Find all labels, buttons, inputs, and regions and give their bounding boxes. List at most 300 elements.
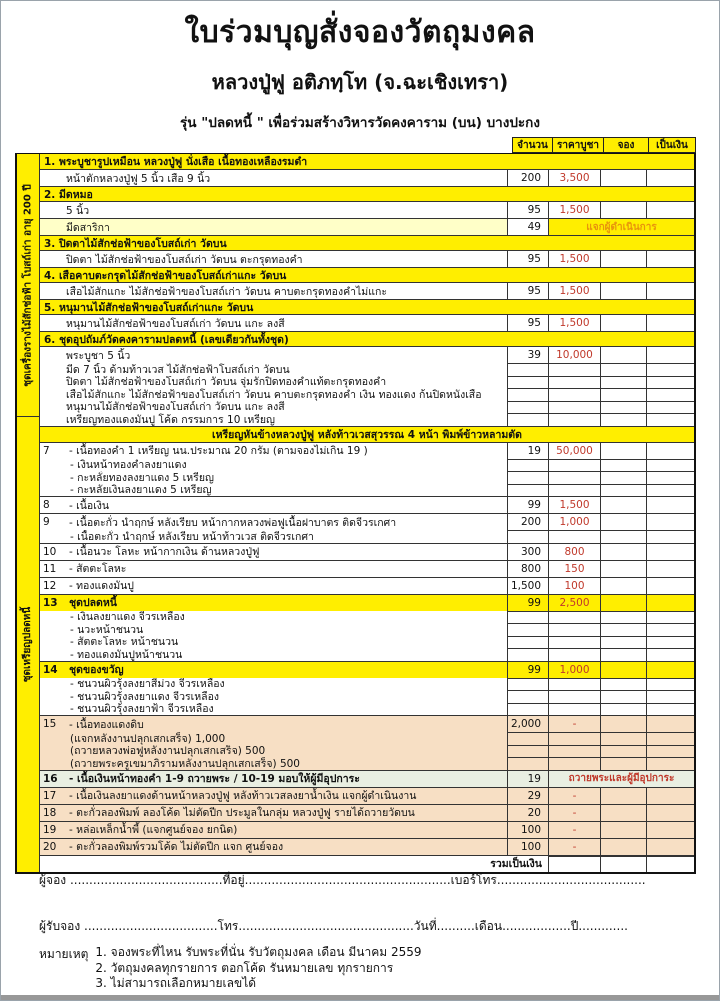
section-head-row: เหรียญหันข้างหลวงปู่ฟู หลังท้าวเวสสุวรรณ 4 หน้า พิมพ์ข้าวหลามตัด <box>40 426 694 442</box>
reserve-cell <box>600 363 646 376</box>
qty-cell: 95 <box>507 282 548 299</box>
qty-cell: 49 <box>507 218 548 235</box>
item-line <box>40 594 694 611</box>
side-label-b-text: ชุดเหรียญปลดหนี้ <box>22 606 34 682</box>
price-cell: 1,000 <box>548 661 600 678</box>
item-desc <box>40 496 507 513</box>
item-line <box>40 484 694 497</box>
qty-cell: 95 <box>507 201 548 218</box>
reserve-cell <box>600 623 646 636</box>
price-cell <box>548 484 600 497</box>
qty-cell: 99 <box>507 661 548 678</box>
amount-cell <box>646 363 694 376</box>
reserve-cell <box>600 314 646 331</box>
price-cell <box>548 611 600 624</box>
qty-cell <box>507 611 548 624</box>
item-desc-text: - หล่อเหล็กน้ำพี้ (แจกศูนย์จอง ยกนิด) <box>69 824 238 836</box>
qty-cell <box>507 678 548 691</box>
item-desc: มีดสาริกา <box>40 218 507 235</box>
orderer-signature-line: ผู้จอง ........................................ที่อยู่......................................................เบอร์โทร....................................... <box>39 873 646 887</box>
amount-cell <box>646 757 694 770</box>
price-cell <box>548 757 600 770</box>
price-cell <box>548 388 600 401</box>
reserve-cell <box>600 388 646 401</box>
qty-cell <box>507 388 548 401</box>
amount-cell <box>646 715 694 732</box>
item-desc-text: ชุดปลดหนี้ <box>69 597 117 609</box>
amount-cell <box>646 282 694 299</box>
qty-cell: 200 <box>507 169 548 186</box>
item-line <box>40 376 694 389</box>
amount-cell <box>646 787 694 804</box>
amount-cell <box>646 484 694 497</box>
reserve-cell <box>600 201 646 218</box>
category-head-row: 6. ชุดอุปถัมภ์วัดคงคารามปลดหนี้ (เลขเดียวกันทั้งชุด) <box>40 331 694 346</box>
qty-cell: 39 <box>507 346 548 363</box>
item-desc: - นวะหน้าชนวน <box>70 623 144 636</box>
item-line <box>40 821 694 838</box>
item-line <box>40 787 694 804</box>
amount-cell <box>646 346 694 363</box>
item-desc-text: - ตะกั่วลองพิมพ์รวมโค้ด ไม่ตัดปีก แจก ศูนย์จอง <box>69 841 284 853</box>
item-line <box>40 804 694 821</box>
item-line <box>40 770 694 787</box>
qty-cell <box>507 413 548 426</box>
side-label-a-text: ชุดเครื่องรางไม้สักช่อฟ้า โบสถ์เก่า อายุ 200 ปี <box>22 183 34 387</box>
qty-cell <box>507 471 548 484</box>
amount-cell <box>646 594 694 611</box>
qty-cell <box>507 376 548 389</box>
price-cell: - <box>548 821 600 838</box>
price-cell: - <box>548 715 600 732</box>
item-desc: ปิดตา ไม้สักช่อฟ้าของโบสถ์เก่า วัดบน จุ่มรักปิดทองคำแท้ตะกรุดทองคำ <box>66 376 387 388</box>
price-cell <box>548 530 600 543</box>
item-line <box>40 745 694 758</box>
reserve-cell <box>600 459 646 472</box>
price-cell: 10,000 <box>548 346 600 363</box>
item-desc: เสือไม้สักแกะ ไม้สักช่อฟ้าของโบสถ์เก่า วัดบน คาบตะกรุดทองคำไม่แกะ <box>40 282 507 299</box>
reserve-cell <box>600 442 646 459</box>
total-amount-cell <box>646 856 694 872</box>
item-line <box>40 442 694 459</box>
amount-cell <box>646 745 694 758</box>
qty-cell: 29 <box>507 787 548 804</box>
item-line <box>40 757 694 770</box>
notes-label: หมายเหตุ <box>39 947 89 961</box>
reserve-cell <box>600 745 646 758</box>
side-label-wood-charms <box>17 154 39 417</box>
item-line <box>40 496 694 513</box>
amount-cell <box>646 459 694 472</box>
reserve-cell <box>600 530 646 543</box>
price-cell: - <box>548 787 600 804</box>
item-desc-text: - เนื้อเงิน <box>69 499 110 512</box>
total-price-cell <box>548 856 600 872</box>
item-desc: - เงินลงยาแดง จีวรเหลือง <box>70 611 185 623</box>
qty-cell <box>507 690 548 703</box>
span-note-cell: ถวายพระและผู้มีอุปการะ <box>548 770 694 787</box>
reserve-cell <box>600 715 646 732</box>
qty-cell: 99 <box>507 594 548 611</box>
item-desc <box>40 787 507 804</box>
item-desc <box>40 543 507 560</box>
order-table <box>15 137 696 874</box>
qty-cell <box>507 745 548 758</box>
reserve-cell <box>600 821 646 838</box>
item-line <box>40 636 694 649</box>
item-desc <box>40 838 507 855</box>
edition-line: รุ่น "ปลดหนี้ " เพื่อร่วมสร้างวิหารวัดคงคาราม (บน) บางปะกง <box>180 115 540 131</box>
reserve-cell <box>600 838 646 855</box>
item-line <box>40 530 694 543</box>
item-line <box>40 459 694 472</box>
column-header-row <box>15 137 696 153</box>
item-line <box>40 388 694 401</box>
item-desc-text: - ตะกั่วลองพิมพ์ ลองโค้ด ไม่ตัดปีก ประมูลในกลุ่ม หลวงปู่ฟู รายได้ถวายวัดบน <box>69 807 415 819</box>
qty-cell: 95 <box>507 250 548 267</box>
reserve-cell <box>600 484 646 497</box>
item-desc: (ถวายพระครูเขมาภิรามหลังงานปลุกเสกเสร็จ) 500 <box>70 757 300 770</box>
qty-cell: 95 <box>507 314 548 331</box>
amount-cell <box>646 560 694 577</box>
amount-cell <box>646 388 694 401</box>
reserve-cell <box>600 678 646 691</box>
item-desc-text: - ทองแดงมันปู <box>69 580 134 592</box>
qty-cell: 2,000 <box>507 715 548 732</box>
reserve-cell <box>600 787 646 804</box>
amount-cell <box>646 471 694 484</box>
item-desc: พระบูชา 5 นิ้ว <box>40 346 507 363</box>
item-desc <box>40 442 507 459</box>
price-cell <box>548 745 600 758</box>
item-line <box>40 838 694 855</box>
price-cell: 1,500 <box>548 201 600 218</box>
item-line <box>40 577 694 594</box>
column-header-amount: เป็นเงิน <box>648 137 696 153</box>
span-note-cell: แจกผู้ดำเนินการ <box>548 218 694 235</box>
reserve-cell <box>600 169 646 186</box>
receiver-signature-line: ผู้รับจอง ...................................โทร..............................................วันที่..........เดือน..................ปี............. <box>39 919 628 933</box>
price-cell: - <box>548 804 600 821</box>
category-head-row: 2. มีดหมอ <box>40 186 694 201</box>
side-label-coin-set <box>17 417 39 872</box>
amount-cell <box>646 648 694 661</box>
qty-cell <box>507 530 548 543</box>
amount-cell <box>646 838 694 855</box>
amount-cell <box>646 661 694 678</box>
item-desc: - เนื้อตะกั่ว นำฤกษ์ หลังเรียบ หน้าท้าวเวส ติดจีวรเกศา <box>70 530 314 543</box>
item-number: 16 <box>43 772 58 785</box>
item-line <box>40 314 694 331</box>
item-desc <box>40 577 507 594</box>
item-desc-text: - เนื้อเงินหน้าทองคำ 1-9 ถวายพระ / 10-19 มอบให้ผู้มีอุปการะ <box>69 773 360 785</box>
column-header-price: ราคาบูชา <box>552 137 604 153</box>
reserve-cell <box>600 560 646 577</box>
price-cell <box>548 401 600 414</box>
price-cell <box>548 623 600 636</box>
note-line: 2. วัตถุมงคลทุกรายการ ตอกโค้ด รันหมายเลข ทุกรายการ <box>95 960 394 975</box>
item-desc-text: - เนื้อทองแดงดิบ <box>69 718 144 731</box>
item-line <box>40 169 694 186</box>
qty-cell: 100 <box>507 821 548 838</box>
price-cell <box>548 459 600 472</box>
page-title: ใบร่วมบุญสั่งจองวัตถุมงคล <box>184 15 536 50</box>
item-desc <box>40 821 507 838</box>
price-cell: 2,500 <box>548 594 600 611</box>
category-head-row: 4. เสือคาบตะกรุดไม้สักช่อฟ้าของโบสถ์เก่าแกะ วัดบน <box>40 267 694 282</box>
category-head-row: 1. พระบูชารูปเหมือน หลวงปู่ฟู นั่งเสือ เนื้อทองเหลืองรมดำ <box>40 154 694 169</box>
item-number: 18 <box>43 806 57 819</box>
amount-cell <box>646 442 694 459</box>
item-line <box>40 611 694 624</box>
item-desc: หนุมานไม้สักช่อฟ้าของโบสถ์เก่า วัดบน แกะ ลงสี <box>40 314 507 331</box>
item-desc-text: ชุดของขวัญ <box>69 664 124 676</box>
amount-cell <box>646 678 694 691</box>
qty-cell: 200 <box>507 513 548 530</box>
item-desc-text: - เนื้อนวะ โลหะ หน้ากากเงิน ด้านหลวงปู่ฟู <box>69 546 260 558</box>
amount-cell <box>646 413 694 426</box>
price-cell <box>548 363 600 376</box>
price-cell: 1,500 <box>548 282 600 299</box>
item-line <box>40 732 694 745</box>
price-cell <box>548 376 600 389</box>
item-number: 14 <box>43 663 58 676</box>
qty-cell: 1,500 <box>507 577 548 594</box>
qty-cell <box>507 636 548 649</box>
item-desc: - เงินหน้าทองคำลงยาแดง <box>70 459 187 471</box>
column-header-spacer <box>15 137 512 153</box>
total-label: รวมเป็นเงิน <box>490 858 542 870</box>
note-line: 1. จองพระที่ไหน รับพระที่นั่น รับวัตถุมงคล เดือน มีนาคม 2559 <box>95 945 422 959</box>
item-desc: เสือไม้สักแกะ ไม้สักช่อฟ้าของโบสถ์เก่า วัดบน คาบตะกรุดทองคำ เงิน ทองแดง ก้นปิดหนังเสือ <box>66 388 482 401</box>
amount-cell <box>646 611 694 624</box>
item-desc-text: - สัตตะโลหะ <box>69 563 127 575</box>
notes-lines <box>95 945 421 992</box>
item-desc <box>40 594 507 611</box>
price-cell: 800 <box>548 543 600 560</box>
price-cell: 1,500 <box>548 250 600 267</box>
price-cell <box>548 732 600 745</box>
item-desc <box>40 560 507 577</box>
item-line <box>40 471 694 484</box>
item-desc: ปิดตา ไม้สักช่อฟ้าของโบสถ์เก่า วัดบน ตะกรุดทองคำ <box>40 250 507 267</box>
amount-cell <box>646 821 694 838</box>
item-line <box>40 703 694 716</box>
item-number: 15 <box>43 718 57 730</box>
item-desc <box>40 770 507 787</box>
item-line <box>40 346 694 363</box>
item-line <box>40 401 694 414</box>
item-line <box>40 690 694 703</box>
item-desc: - ชนวนผิวรุ้งลงยาแดง จีวรเหลือง <box>70 690 220 703</box>
price-cell: 150 <box>548 560 600 577</box>
category-head-row: 3. ปิดตาไม้สักช่อฟ้าของโบสถ์เก่า วัดบน <box>40 235 694 250</box>
qty-cell: 20 <box>507 804 548 821</box>
item-desc: - สัตตะโลหะ หน้าชนวน <box>70 636 179 648</box>
item-number: 13 <box>43 596 58 609</box>
item-desc: (แจกหลังงานปลุกเสกเสร็จ) 1,000 <box>70 732 226 745</box>
reserve-cell <box>600 611 646 624</box>
item-desc: - ชนวนผิวรุ้งลงยาสีม่วง จีวรเหลือง <box>70 678 225 690</box>
amount-cell <box>646 401 694 414</box>
table-rows <box>40 154 694 872</box>
form-header <box>1 1 719 133</box>
reserve-cell <box>600 401 646 414</box>
amount-cell <box>646 623 694 636</box>
item-desc-text: - เนื้อทองคำ 1 เหรียญ นน.ประมาณ 20 กรัม (ตามจองไม่เกิน 19 ) <box>69 445 368 457</box>
amount-cell <box>646 496 694 513</box>
item-number: 8 <box>43 499 50 511</box>
qty-cell <box>507 401 548 414</box>
item-line <box>40 661 694 678</box>
amount-cell <box>646 513 694 530</box>
reserve-cell <box>600 661 646 678</box>
notes-block <box>39 945 422 992</box>
reserve-cell <box>600 636 646 649</box>
item-desc: (ถวายหลวงพ่อฟูหลังงานปลุกเสกเสร็จ) 500 <box>70 745 266 757</box>
item-desc: มีด 7 นิ้ว ด้ามท้าวเวส ไม้สักช่อฟ้าโบสถ์เก่า วัดบน <box>66 363 290 376</box>
qty-cell: 300 <box>507 543 548 560</box>
qty-cell: 99 <box>507 496 548 513</box>
side-strip <box>17 154 40 872</box>
reserve-cell <box>600 250 646 267</box>
item-desc: - ชนวนผิวรุ้งลงยาฟ้า จีวรเหลือง <box>70 703 214 715</box>
qty-cell: 19 <box>507 442 548 459</box>
reserve-cell <box>600 471 646 484</box>
qty-cell <box>507 363 548 376</box>
price-cell: 1,500 <box>548 314 600 331</box>
item-number: 10 <box>43 545 57 558</box>
item-line <box>40 623 694 636</box>
qty-cell <box>507 703 548 716</box>
item-desc <box>40 661 507 678</box>
reserve-cell <box>600 732 646 745</box>
qty-cell: 19 <box>507 770 548 787</box>
item-line <box>40 715 694 732</box>
item-desc: - กะหลั่ยทองลงยาแดง 5 เหรียญ <box>70 471 214 484</box>
item-desc: - ทองแดงมันปูหน้าชนวน <box>70 648 183 661</box>
item-desc: 5 นิ้ว <box>40 201 507 218</box>
reserve-cell <box>600 543 646 560</box>
item-line <box>40 560 694 577</box>
amount-cell <box>646 314 694 331</box>
qty-cell <box>507 484 548 497</box>
item-number: 7 <box>43 444 50 457</box>
reserve-cell <box>600 496 646 513</box>
page-subtitle: หลวงปู่ฟู อติภทฺโท (จ.ฉะเชิงเทรา) <box>211 70 509 94</box>
item-desc-text: - เนื้อเงินลงยาแดงด้านหน้าหลวงปู่ฟู หลังท้าวเวสลงยาน้ำเงิน แจกผู้ดำเนินงาน <box>69 790 417 802</box>
amount-cell <box>646 577 694 594</box>
category-head-row: 5. หนุมานไม้สักช่อฟ้าของโบสถ์เก่าแกะ วัดบน <box>40 299 694 314</box>
amount-cell <box>646 530 694 543</box>
price-cell <box>548 471 600 484</box>
table-body <box>15 153 696 874</box>
item-line <box>40 648 694 661</box>
item-line <box>40 678 694 691</box>
amount-cell <box>646 201 694 218</box>
price-cell: 100 <box>548 577 600 594</box>
price-cell <box>548 413 600 426</box>
qty-cell: 800 <box>507 560 548 577</box>
qty-cell <box>507 648 548 661</box>
item-line <box>40 363 694 376</box>
price-cell: 1,000 <box>548 513 600 530</box>
item-number: 19 <box>43 823 57 836</box>
item-desc <box>40 715 507 732</box>
price-cell <box>548 703 600 716</box>
item-line <box>40 413 694 426</box>
price-cell <box>548 678 600 691</box>
qty-cell <box>507 757 548 770</box>
note-line: 3. ไม่สามารถเลือกหมายเลขได้ <box>95 976 257 990</box>
item-line <box>40 218 694 235</box>
reserve-cell <box>600 703 646 716</box>
price-cell: 1,500 <box>548 496 600 513</box>
qty-cell: 100 <box>507 838 548 855</box>
reserve-cell <box>600 594 646 611</box>
price-cell <box>548 648 600 661</box>
amount-cell <box>646 250 694 267</box>
reserve-cell <box>600 757 646 770</box>
item-desc <box>40 804 507 821</box>
item-line <box>40 543 694 560</box>
reserve-cell <box>600 376 646 389</box>
item-number: 11 <box>43 562 57 575</box>
item-desc: เหรียญทองแดงมันปู โค้ด กรรมการ 10 เหรียญ <box>66 413 275 426</box>
price-cell <box>548 690 600 703</box>
item-desc: หน้าตักหลวงปู่ฟู 5 นิ้ว เสือ 9 นิ้ว <box>40 169 507 186</box>
item-desc-text: - เนื้อตะกั่ว นำฤกษ์ หลังเรียบ หน้ากากหลวงพ่อฟูเนื้อฝาบาตร ติดจีวรเกศา <box>69 516 397 529</box>
column-header-reserve: จอง <box>603 137 649 153</box>
reserve-cell <box>600 513 646 530</box>
reserve-cell <box>600 282 646 299</box>
amount-cell <box>646 376 694 389</box>
total-reserve-cell <box>600 856 646 872</box>
reserve-cell <box>600 577 646 594</box>
amount-cell <box>646 169 694 186</box>
item-number: 9 <box>43 516 50 528</box>
item-number: 20 <box>43 840 57 853</box>
qty-cell <box>507 623 548 636</box>
amount-cell <box>646 804 694 821</box>
price-cell <box>548 636 600 649</box>
item-desc: หนุมานไม้สักช่อฟ้าของโบสถ์เก่า วัดบน แกะ ลงสี <box>66 401 285 413</box>
amount-cell <box>646 732 694 745</box>
column-header-qty: จำนวน <box>512 137 553 153</box>
amount-cell <box>646 690 694 703</box>
price-cell: - <box>548 838 600 855</box>
amount-cell <box>646 636 694 649</box>
item-number: 17 <box>43 789 57 802</box>
item-desc: - กะหลั่ยเงินลงยาแดง 5 เหรียญ <box>70 484 212 496</box>
amount-cell <box>646 543 694 560</box>
qty-cell <box>507 459 548 472</box>
amount-cell <box>646 703 694 716</box>
reserve-cell <box>600 804 646 821</box>
item-line <box>40 250 694 267</box>
reserve-cell <box>600 690 646 703</box>
reserve-cell <box>600 346 646 363</box>
item-line <box>40 201 694 218</box>
price-cell: 50,000 <box>548 442 600 459</box>
item-line <box>40 282 694 299</box>
price-cell: 3,500 <box>548 169 600 186</box>
reserve-cell <box>600 648 646 661</box>
item-number: 12 <box>43 579 57 592</box>
reserve-cell <box>600 413 646 426</box>
item-line <box>40 513 694 530</box>
qty-cell <box>507 732 548 745</box>
